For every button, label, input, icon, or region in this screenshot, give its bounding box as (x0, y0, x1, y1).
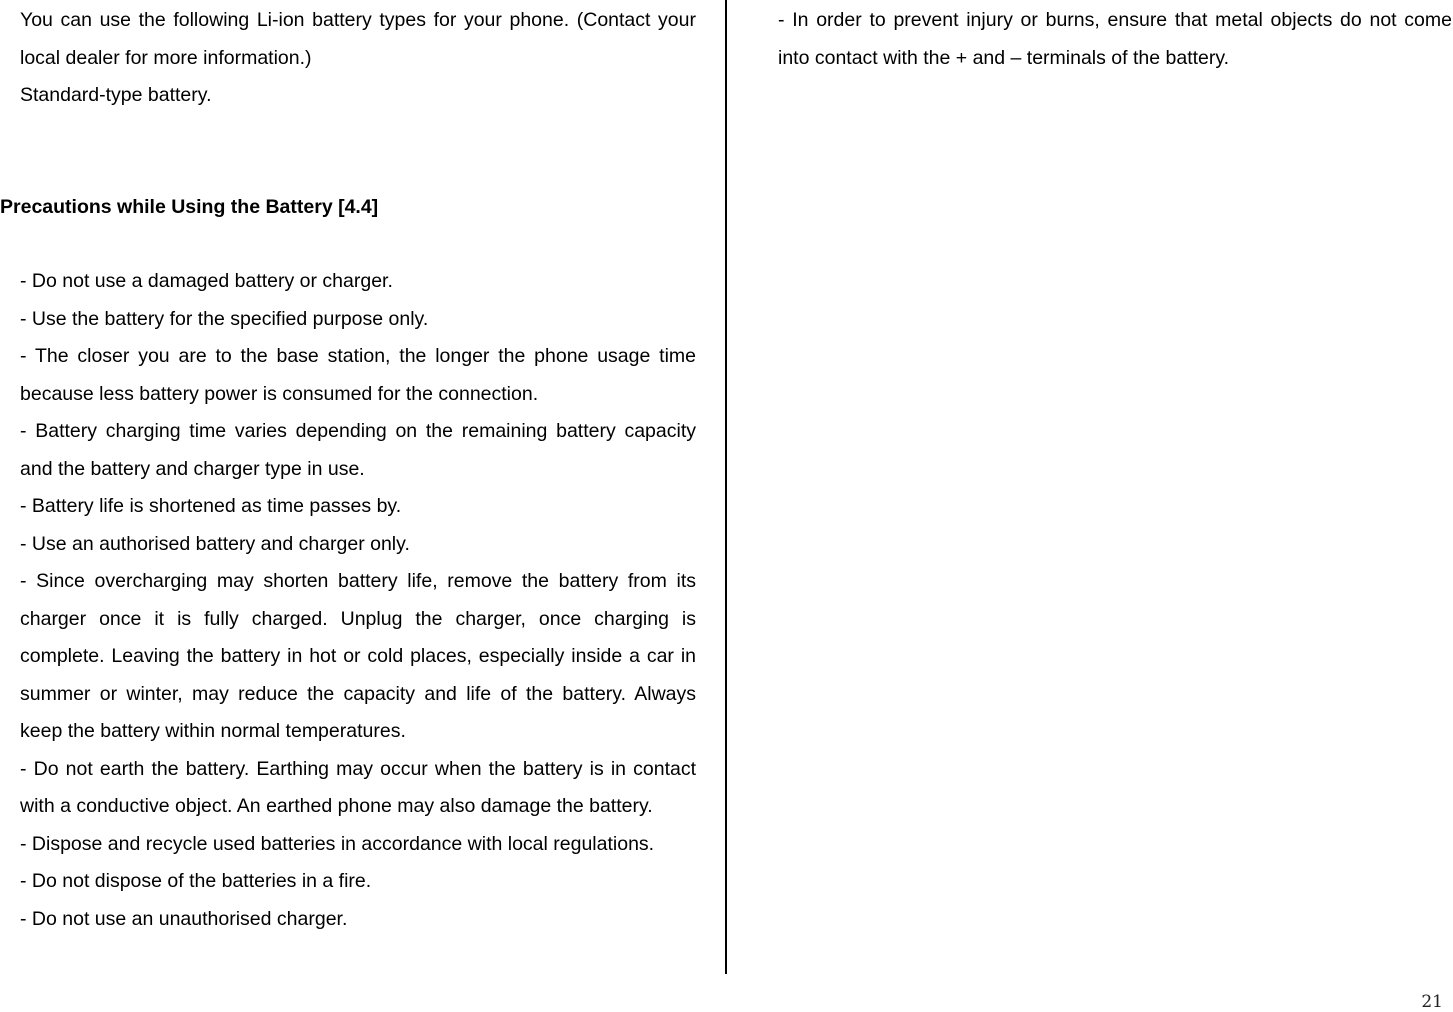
precaution-item: - Since overcharging may shorten battery life, remove the battery from its charger once it is fully charged. Unplug the charger, once charging is complete. Leaving the battery in hot or cold places, especially inside a car in summer or winter, may reduce the capacity and life of the battery. Always keep the battery within normal temperatures. (20, 570, 696, 742)
precaution-item: - Use an authorised battery and charger only. (20, 532, 410, 555)
right-column (778, 2, 1452, 77)
section-title: Precautions while Using the Battery [4.4] (0, 196, 379, 218)
precautions-list (20, 263, 696, 938)
page-number: 21 (1421, 992, 1443, 1012)
precaution-item: - Do not dispose of the batteries in a fire. (20, 870, 372, 892)
precaution-item: - Do not use an unauthorised charger. (20, 907, 348, 930)
intro-paragraph: You can use the following Li-ion battery types for your phone. (Contact your local dealer for more information.) (20, 9, 696, 69)
precaution-item: - Dispose and recycle used batteries in accordance with local regulations. (20, 832, 655, 855)
precaution-item: - In order to prevent injury or burns, ensure that metal objects do not come into contact with the + and – terminals of the battery. (778, 9, 1452, 69)
precaution-item: - Do not earth the battery. Earthing may occur when the battery is in contact with a conductive object. An earthed phone may also damage the battery. (20, 757, 696, 817)
precaution-item: - The closer you are to the base station, the longer the phone usage time because less battery power is consumed for the connection. (20, 345, 696, 405)
precaution-item: - Battery charging time varies depending on the remaining battery capacity and the battery and charger type in use. (20, 420, 696, 480)
battery-type-line: Standard-type battery. (20, 84, 212, 106)
precaution-item: - Battery life is shortened as time passes by. (20, 495, 402, 517)
column-divider (725, 0, 727, 974)
precaution-item: - Use the battery for the specified purpose only. (20, 307, 429, 330)
precaution-item: - Do not use a damaged battery or charger. (20, 270, 393, 292)
left-column (20, 2, 696, 115)
